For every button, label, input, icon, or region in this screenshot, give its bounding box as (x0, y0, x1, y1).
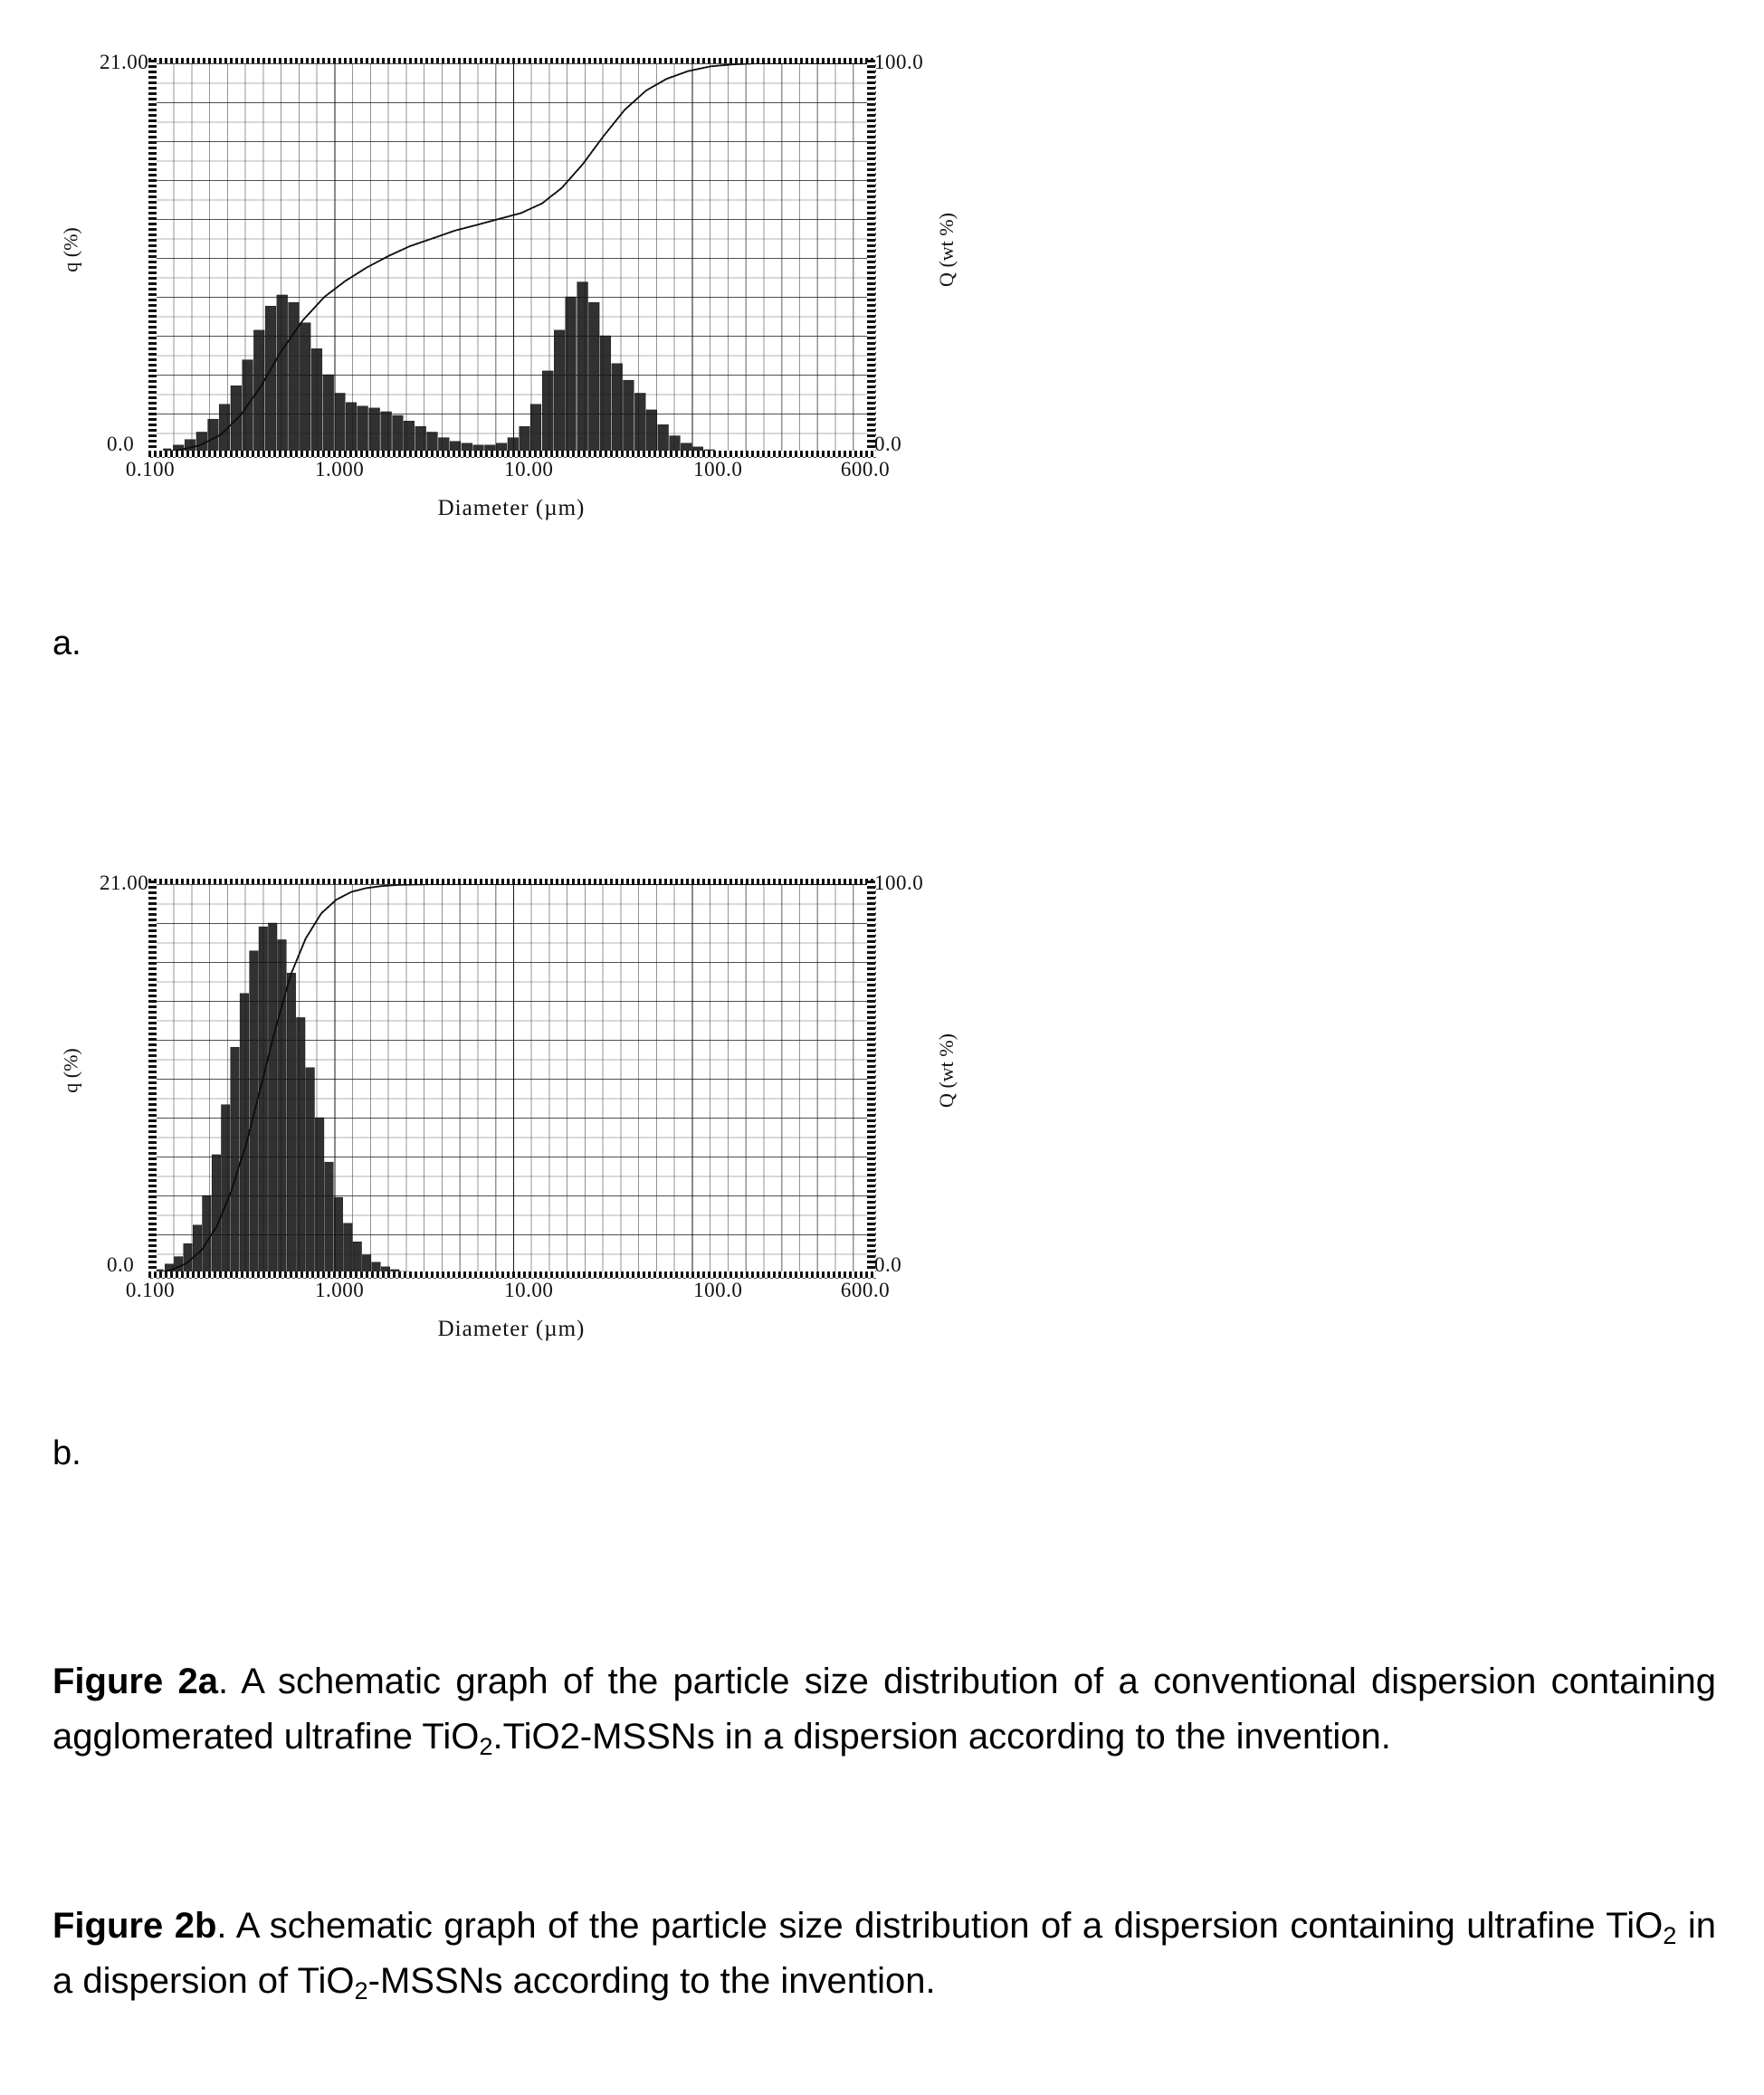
x-axis-tick-label: 1.000 (314, 1279, 365, 1301)
x-axis-tick-label: 600.0 (840, 458, 891, 481)
chart-b (54, 864, 968, 1389)
x-axis-tick-label: 100.0 (693, 458, 743, 481)
y-axis-max-label-a: 21.00 (100, 51, 149, 73)
histogram-bars (163, 282, 726, 452)
axis-frame-left-b (148, 881, 157, 1275)
y-axis-min-label-b: 0.0 (107, 1253, 135, 1276)
x-axis-tick-label: 100.0 (693, 1279, 743, 1301)
chart-b-graphics (156, 884, 871, 1273)
axis-frame-right-b (867, 881, 875, 1275)
axis-frame-bottom-a (148, 451, 876, 457)
y-axis-min-label-a: 0.0 (107, 433, 135, 455)
panel-letter-b: b. (52, 1434, 81, 1472)
y2-axis-max-label-b: 100.0 (874, 871, 924, 894)
y2-axis-title-b: Q (wt %) (934, 1033, 958, 1108)
y-axis-title-b: q (%) (59, 1048, 82, 1093)
figure-2b-chart (54, 864, 968, 1389)
axis-frame-top-b (148, 879, 876, 884)
figure-2b-caption-label: Figure 2b (52, 1906, 217, 1946)
x-axis-tick-label: 1.000 (314, 458, 365, 481)
y2-axis-min-label-a: 0.0 (874, 433, 902, 455)
axis-frame-right-a (867, 60, 875, 454)
y2-axis-max-label-a: 100.0 (874, 51, 924, 73)
figure-2a-caption-label: Figure 2a (52, 1662, 219, 1701)
y-axis-max-label-b: 21.00 (100, 871, 149, 894)
x-axis-tick-label: 0.100 (125, 1279, 176, 1301)
figure-2a-chart (54, 43, 968, 568)
axis-frame-top-a (148, 58, 876, 63)
figure-2a-caption-text: . A schematic graph of the particle size distribution of a conventional dispersion containing agglomerated ultrafine TiO$_2$.TiO2-MSSNs in a dispersion according to the invention. (52, 1662, 1716, 1760)
x-axis-tick-label: 0.100 (125, 458, 176, 481)
figure-2a-caption (52, 1654, 1716, 1765)
y2-axis-min-label-b: 0.0 (874, 1253, 902, 1276)
x-axis-tick-label: 10.00 (504, 1279, 554, 1301)
figure-2b-caption (52, 1899, 1716, 2009)
figure-2b-caption-text: . A schematic graph of the particle size distribution of a dispersion containing ultrafine TiO$_2$ in a dispersion of TiO$_2$-MSSNs according to the invention. (52, 1906, 1716, 2005)
plot-area-a (154, 62, 872, 454)
histogram-bars (157, 923, 428, 1273)
y2-axis-title-a: Q (wt %) (934, 213, 958, 287)
y-axis-title-a: q (%) (59, 227, 82, 272)
x-axis-tick-labels-a (125, 458, 891, 489)
x-axis-tick-label: 10.00 (504, 458, 554, 481)
x-axis-tick-label: 600.0 (840, 1279, 891, 1301)
chart-a (54, 43, 968, 568)
axis-frame-left-a (148, 60, 157, 454)
x-axis-tick-labels-b (125, 1279, 891, 1309)
panel-letter-a: a. (52, 624, 81, 662)
axis-frame-bottom-b (148, 1271, 876, 1278)
plot-area-b (154, 882, 872, 1275)
x-axis-title-a: Diameter (µm) (437, 496, 586, 520)
x-axis-title-b: Diameter (µm) (437, 1317, 586, 1341)
chart-a-graphics (156, 63, 871, 452)
